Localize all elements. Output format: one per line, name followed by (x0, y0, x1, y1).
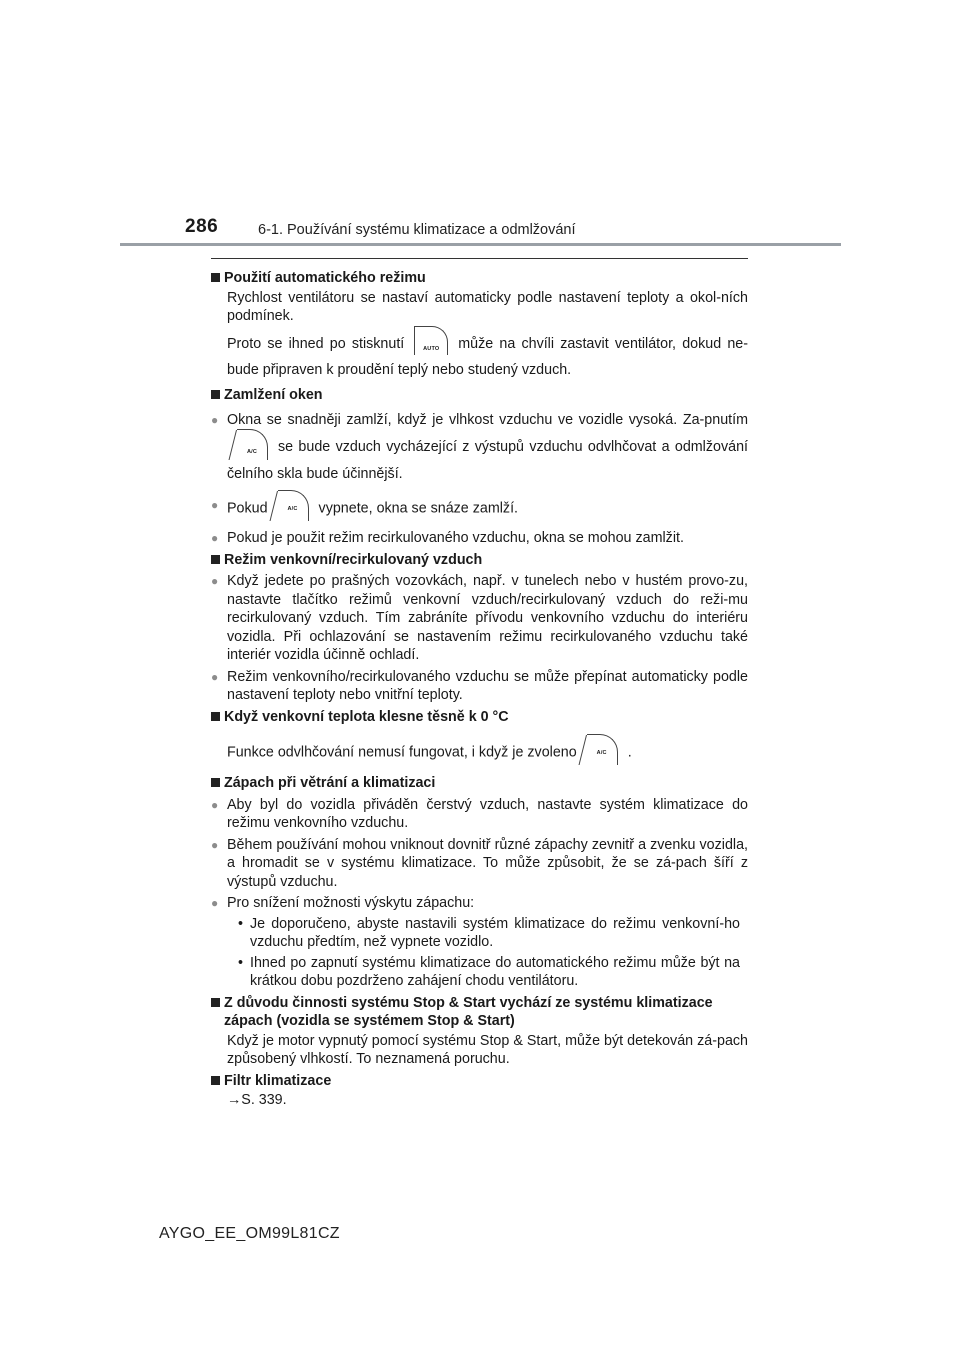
bullet-icon: ● (211, 797, 219, 812)
list-item: ● Pro snížení možnosti výskytu zápachu: (211, 895, 475, 911)
bullet-icon: ● (211, 498, 219, 512)
page-content (211, 266, 748, 1110)
bullet-icon: ● (211, 574, 219, 588)
section-heading (211, 708, 748, 727)
auto-button-icon: AUTO (414, 326, 448, 355)
section-heading (211, 994, 748, 1031)
page-reference-link[interactable]: →S. 339. (227, 1092, 287, 1108)
section-heading (211, 1072, 748, 1091)
sub-list-item: • Ihned po zapnutí systému klimatizace do automatického režimu může být na krátkou dobu pozdrženo zahájení chodu ventilátoru. (238, 954, 740, 989)
page-number: 286 (185, 216, 219, 237)
chapter-title: 6-1. Používání systému klimatizace a odmlžování (258, 222, 576, 238)
content-divider (211, 258, 748, 259)
sub-list-item: • Je doporučeno, abyste nastavili systém klimatizace do režimu venkovní-ho vzduchu předtím, než vypnete vozidlo. (238, 915, 740, 950)
bullet-icon: ● (211, 669, 219, 684)
bullet-icon: ● (211, 896, 219, 910)
section-marker-icon (211, 998, 220, 1007)
header-divider (120, 243, 841, 246)
list-item: ● Okna se snadněji zamlží, když je vlhkost vzduchu ve vozidle vysoká. Za-pnutím A/C se bude vzduch vycházející z výstupů vzduchu odvlhčovat a odmlžování čelního skla bude účinnější. (211, 407, 748, 488)
section-marker-icon (211, 555, 220, 564)
paragraph: Když je motor vypnutý pomocí systému Stop & Start, může být detekován zá-pach způsobený vlhkostí. To neznamená poruchu. (227, 1032, 748, 1067)
section-heading (211, 774, 748, 793)
document-code: AYGO_EE_OM99L81CZ (159, 1225, 340, 1242)
list-item: ● Aby byl do vozidla přiváděn čerstvý vzduch, nastavte systém klimatizace do režimu venkovního vzduchu. (211, 796, 748, 831)
paragraph: Funkce odvlhčování nemusí fungovat, i když je zvoleno A/C . (211, 740, 748, 765)
section-marker-icon (211, 390, 220, 399)
bullet-icon: ● (211, 531, 219, 545)
list-item: ● Pokud je použit režim recirkulovaného vzduchu, okna se mohou zamlžit. (211, 530, 684, 546)
paragraph: Rychlost ventilátoru se nastaví automaticky podle nastavení teploty a okol-ních podmínek. (227, 289, 748, 324)
section-marker-icon (211, 778, 220, 787)
bullet-icon: ● (211, 837, 219, 852)
section-heading (211, 269, 748, 288)
list-item: ● Během používání mohou vniknout dovnitř různé zápachy zevnitř a zvenku vozidla, a hromadit se v systému klimatizace. To může způsobit, že se zá-pach šíří z výstupů vzduchu. (211, 836, 748, 890)
section-title: Z důvodu činnosti systému Stop & Start vychází ze systému klimatizace zápach (vozidla se systémem Stop & Start) (224, 994, 713, 1029)
section-marker-icon (211, 273, 220, 282)
section-title: Použití automatického režimu (224, 270, 426, 286)
paragraph: Proto se ihned po stisknutí AUTO může na chvíli zastavit ventilátor, dokud ne-bude připraven k proudění teplý nebo studený vzduch. (211, 331, 748, 383)
list-item: ● Pokud A/C vypnete, okna se snáze zamlží. (211, 496, 748, 521)
list-item: ● Režim venkovního/recirkulovaného vzduchu se může přepínat automaticky podle nastavení teploty nebo vnitřní teploty. (211, 668, 748, 703)
section-title: Zamlžení oken (224, 386, 323, 403)
ac-button-icon: A/C (278, 490, 309, 521)
section-title: Když venkovní teplota klesne těsně k 0 °C (224, 708, 509, 725)
section-title: Filtr klimatizace (224, 1072, 332, 1089)
section-heading (211, 386, 748, 405)
section-marker-icon (211, 1076, 220, 1085)
list-item: ● Když jedete po prašných vozovkách, např. v tunelech nebo v hustém provo-zu, nastavte tlačítko režimů venkovní vzduch/recirkulovaný vzduch do reži-mu recirkulovaný vzduch. Tím zabráníte přívodu venkovního vzduchu do interiéru vozidla. Při ochlazování se nastavením režimu recirkulovaného vzduchu také interiér vozidla účinně ochladí. (211, 573, 748, 663)
section-heading (211, 551, 748, 570)
ac-button-icon: A/C (237, 429, 268, 460)
section-marker-icon (211, 712, 220, 721)
ac-button-icon: A/C (587, 734, 618, 765)
section-title: Režim venkovní/recirkulovaný vzduch (224, 551, 483, 568)
bullet-icon: ● (211, 413, 219, 427)
section-title: Zápach při větrání a klimatizaci (224, 775, 436, 791)
